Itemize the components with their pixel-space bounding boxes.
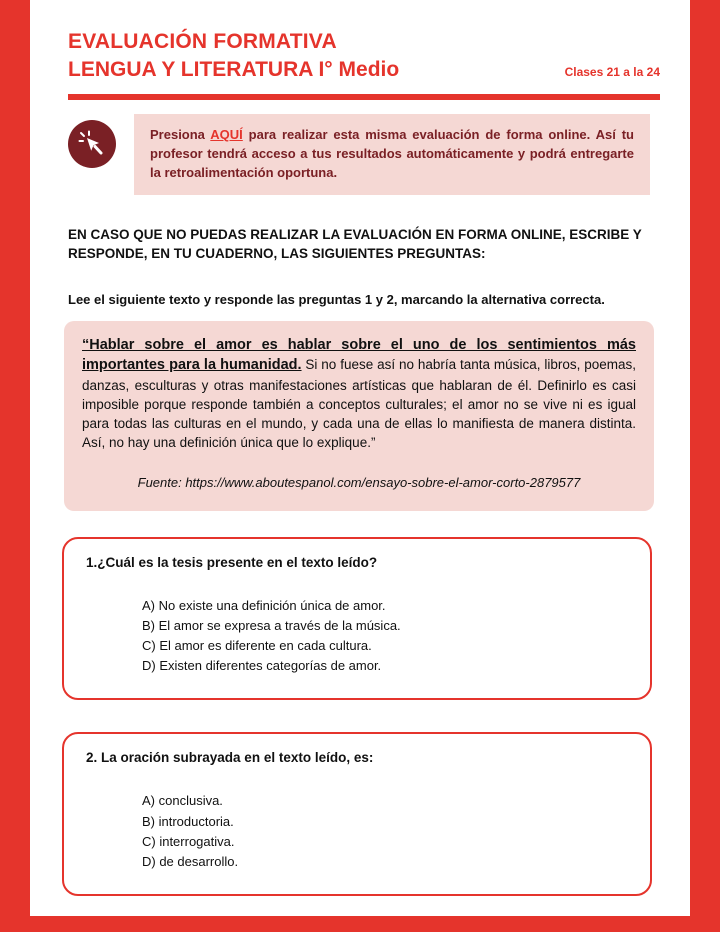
question-1-option-d: D) Existen diferentes categorías de amor. [142, 658, 382, 674]
page-subtitle: LENGUA Y LITERATURA I° Medio [68, 58, 400, 81]
notice-suffix: para realizar esta misma evaluación de forma online. Así tu profesor tendrá acceso a tus resultados automáticamente y podrá entregarte la retroalimentación oportuna. [150, 127, 634, 180]
click-cursor-icon [68, 120, 116, 168]
passage-underlined-thesis: “Hablar sobre el amor es hablar sobre el uno de los sentimientos más importantes para la humanidad. [82, 336, 636, 374]
online-link[interactable]: AQUÍ [210, 127, 243, 142]
passage-source: Fuente: https://www.aboutespanol.com/ensayo-sobre-el-amor-corto-2879577 [137, 475, 581, 491]
passage-text [82, 335, 636, 453]
online-notice-row [30, 100, 690, 195]
bottom-red-band [0, 916, 720, 932]
question-1-option-a: A) No existe una definición única de amor. [142, 597, 386, 613]
reading-passage [64, 321, 654, 511]
question-2-option-b: B) introductoria. [142, 813, 234, 829]
question-2-option-c: C) interrogativa. [142, 833, 235, 849]
subtitle-row [68, 58, 660, 82]
question-2-title: 2. La oración subrayada en el texto leído, es: [86, 750, 374, 766]
page-content [30, 0, 690, 916]
reading-instruction: Lee el siguiente texto y responde las preguntas 1 y 2, marcando la alternativa correcta. [68, 291, 605, 307]
passage-body: Si no fuese así no habría tanta música, libros, poemas, danzas, esculturas y otras manifestaciones artísticas que hablaran de él. Definirlo es casi imposible porque responde también a conceptos culturales; el amor no se vive ni es igual para todas las culturas en el mundo, y cada una de ellas lo manifiesta de manera distinta. Así, no hay una definición única que lo explique.” [82, 357, 636, 451]
question-1-options [142, 596, 628, 677]
question-1-box [62, 537, 652, 701]
document-header [30, 0, 690, 100]
question-1-option-b: B) El amor se expresa a través de la música. [142, 618, 401, 634]
question-1-option-c: C) El amor es diferente en cada cultura. [142, 638, 372, 654]
notice-prefix: Presiona [150, 127, 211, 142]
right-red-border [690, 0, 720, 932]
question-2-box [62, 732, 652, 896]
page-title: EVALUACIÓN FORMATIVA [68, 30, 337, 53]
cursor-icon [78, 130, 106, 158]
classes-label: Clases 21 a la 24 [564, 65, 660, 79]
question-2-option-a: A) conclusiva. [142, 793, 223, 809]
question-1-title: 1.¿Cuál es la tesis presente en el texto leído? [86, 554, 378, 570]
left-red-border [0, 0, 30, 932]
offline-instructions: EN CASO QUE NO PUEDAS REALIZAR LA EVALUACIÓN EN FORMA ONLINE, ESCRIBE Y RESPONDE, EN TU CUADERNO, LAS SIGUIENTES PREGUNTAS: [68, 226, 642, 262]
online-notice [134, 114, 650, 195]
question-2-options [142, 791, 628, 872]
question-2-option-d: D) de desarrollo. [142, 853, 239, 869]
